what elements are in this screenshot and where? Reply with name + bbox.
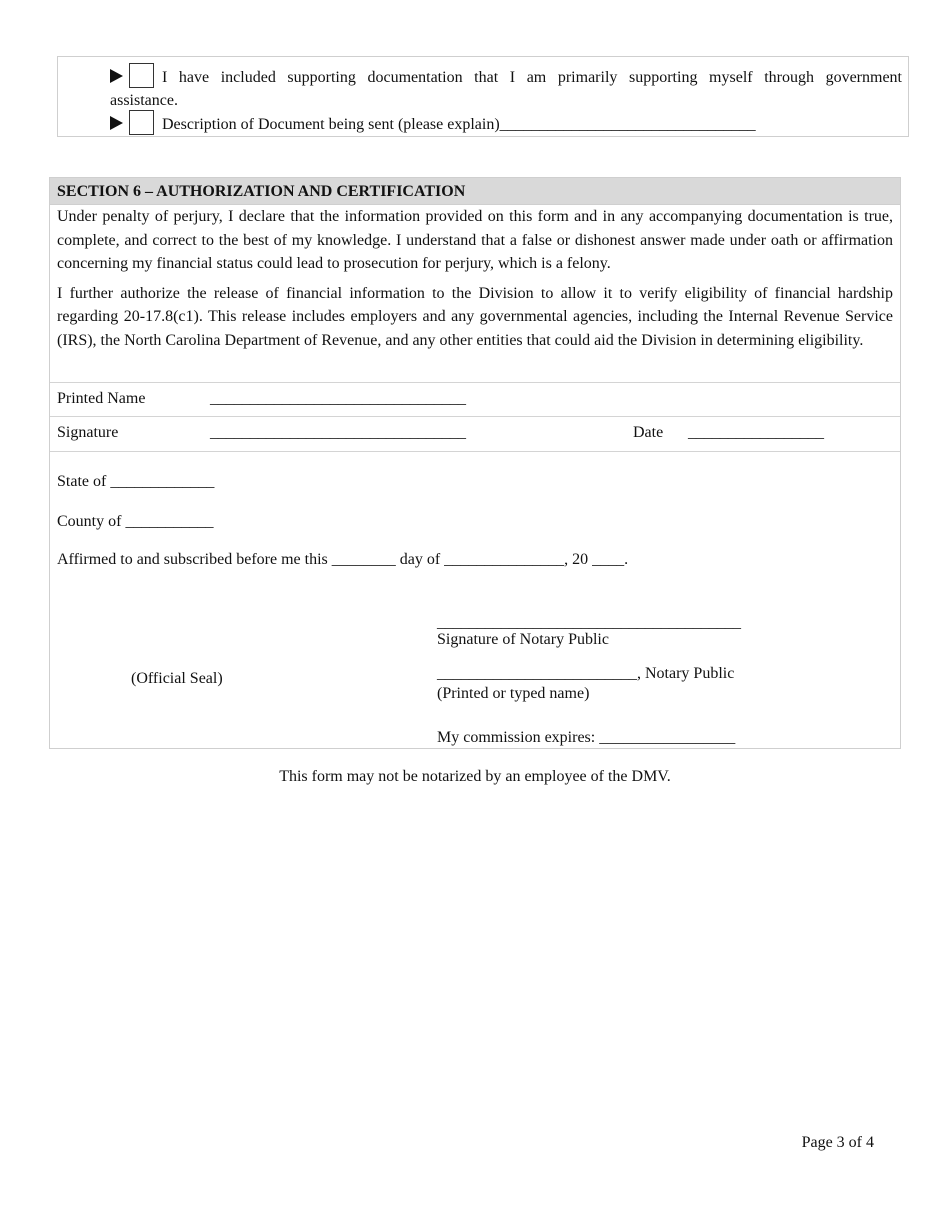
printed-name-label: Printed Name [57,390,146,407]
certification-paragraph: Under penalty of perjury, I declare that the information provided on this form and in any accompanying documentation is true, complete, and correct to the best of my knowledge. I understand that a false or dishonest answer made under oath or affirmation concerning my financial status could lead to prosecution for perjury, which is a felony. [57,208,893,272]
notarization-note: This form may not be notarized by an employee of the DMV. [279,768,671,785]
divider [50,416,900,417]
divider [50,451,900,452]
state-of-field[interactable]: State of _____________ [57,473,215,490]
page-number: Page 3 of 4 [801,1134,874,1151]
notary-signature-line[interactable]: ______________________________________ [437,614,741,631]
section-6 [49,177,901,749]
date-label: Date [633,424,664,441]
description-checkbox[interactable] [129,110,154,135]
arrow-right-icon [110,116,123,130]
documentation-options-box [57,56,909,137]
gov-assistance-label-line1: I have included supporting documentation that I am primarily supporting myself through government [162,69,902,86]
notary-name-line[interactable]: _________________________, Notary Public [437,665,735,682]
commission-expires-field[interactable]: My commission expires: _________________ [437,729,736,746]
arrow-right-icon [110,69,123,83]
option-description [110,110,902,136]
printed-name-field[interactable]: ________________________________ [210,390,466,407]
gov-assistance-label-line2: assistance. [110,92,178,109]
option-gov-assistance [110,63,902,112]
official-seal-label: (Official Seal) [131,670,223,687]
description-label[interactable]: Description of Document being sent (please explain)________________________________ [162,116,756,133]
date-field[interactable]: _________________ [688,424,824,441]
gov-assistance-checkbox[interactable] [129,63,154,88]
notary-signature-label: Signature of Notary Public [437,631,609,648]
affirmed-line[interactable]: Affirmed to and subscribed before me this ________ day of _______________, 20 ____. [57,551,629,568]
signature-field[interactable]: ________________________________ [210,424,466,441]
authorization-paragraph: I further authorize the release of financial information to the Division to allow it to verify eligibility of financial hardship regarding 20-17.8(c1). This release includes employers and any governmental agencies, including the Internal Revenue Service (IRS), the North Carolina Department of Revenue, and any other entities that could aid the Division in determining eligibility. [57,284,893,349]
divider [50,382,900,383]
signature-label: Signature [57,424,119,441]
section-6-heading: SECTION 6 – AUTHORIZATION AND CERTIFICATION [50,178,900,205]
county-of-field[interactable]: County of ___________ [57,513,214,530]
notary-name-label: (Printed or typed name) [437,685,590,702]
